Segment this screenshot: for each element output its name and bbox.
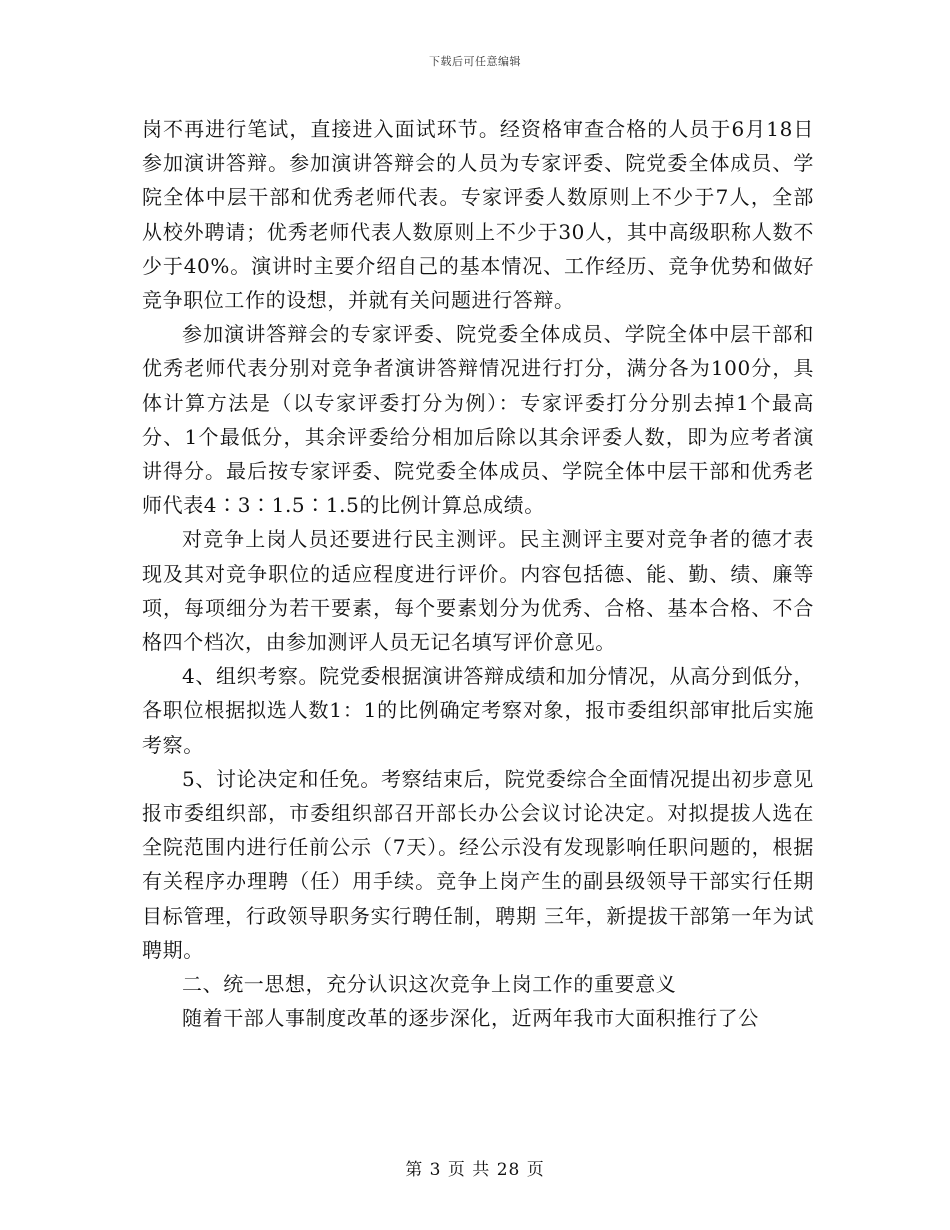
- page-number: 3: [429, 1160, 442, 1180]
- paragraph: 5、讨论决定和任免。考察结束后，院党委综合全面情况提出初步意见报市委组织部，市委组织部召开部长办公会议讨论决定。对拟提拔人选在全院范围内进行任前公示（7天）。经公示没有发现影响任职问题的，根据有关程序办理聘（任）用手续。竞争上岗产生的副县级领导干部实行任期目标管理，行政领导职务实行聘任制，聘期 三年，新提拔干部第一年为试聘期。: [142, 766, 814, 962]
- paragraph: 对竞争上岗人员还要进行民主测评。民主测评主要对竞争者的德才表现及其对竞争职位的适应程度进行评价。内容包括德、能、勤、绩、廉等项，每项细分为若干要素，每个要素划分为优秀、合格、基本合格、不合格四个档次，由参加测评人员无记名填写评价意见。: [142, 527, 814, 655]
- paragraph: 4、组织考察。院党委根据演讲答辩成绩和加分情况，从高分到低分，各职位根据拟选人数1：1的比例确定考察对象，报市委组织部审批后实施考察。: [142, 664, 814, 757]
- paragraph: 参加演讲答辩会的专家评委、院党委全体成员、学院全体中层干部和优秀老师代表分别对竞争者演讲答辩情况进行打分，满分各为100分，具体计算方法是（以专家评委打分为例）：专家评委打分分别去掉1个最高分、1个最低分，其余评委给分相加后除以其余评委人数，即为应考者演讲得分。最后按专家评委、院党委全体成员、学院全体中层干部和优秀老师代表4∶3∶1.5∶1.5的比例计算总成绩。: [142, 322, 814, 518]
- paragraph-continued: 岗不再进行笔试，直接进入面试环节。经资格审查合格的人员于6月18日参加演讲答辩。参加演讲答辩会的人员为专家评委、院党委全体成员、学院全体中层干部和优秀老师代表。专家评委人数原则上不少于7人，全部从校外聘请；优秀老师代表人数原则上不少于30人，其中高级职称人数不少于40%。演讲时主要介绍自己的基本情况、工作经历、竞争优势和做好竞争职位工作的设想，并就有关问题进行答辩。: [142, 117, 814, 313]
- page-footer-middle: 页 共: [447, 1160, 491, 1180]
- paragraph: 随着干部人事制度改革的逐步深化，近两年我市大面积推行了公: [182, 1006, 759, 1031]
- page-footer: [0, 1155, 950, 1180]
- page-header: 下载后可任意编辑: [429, 55, 521, 68]
- page-footer-suffix: 页: [526, 1160, 545, 1180]
- page-total: 28: [496, 1160, 521, 1180]
- page-footer-prefix: 第: [405, 1160, 424, 1180]
- section-heading: 二、统一思想，充分认识这次竞争上岗工作的重要意义: [182, 972, 677, 997]
- document-body: [142, 112, 814, 1035]
